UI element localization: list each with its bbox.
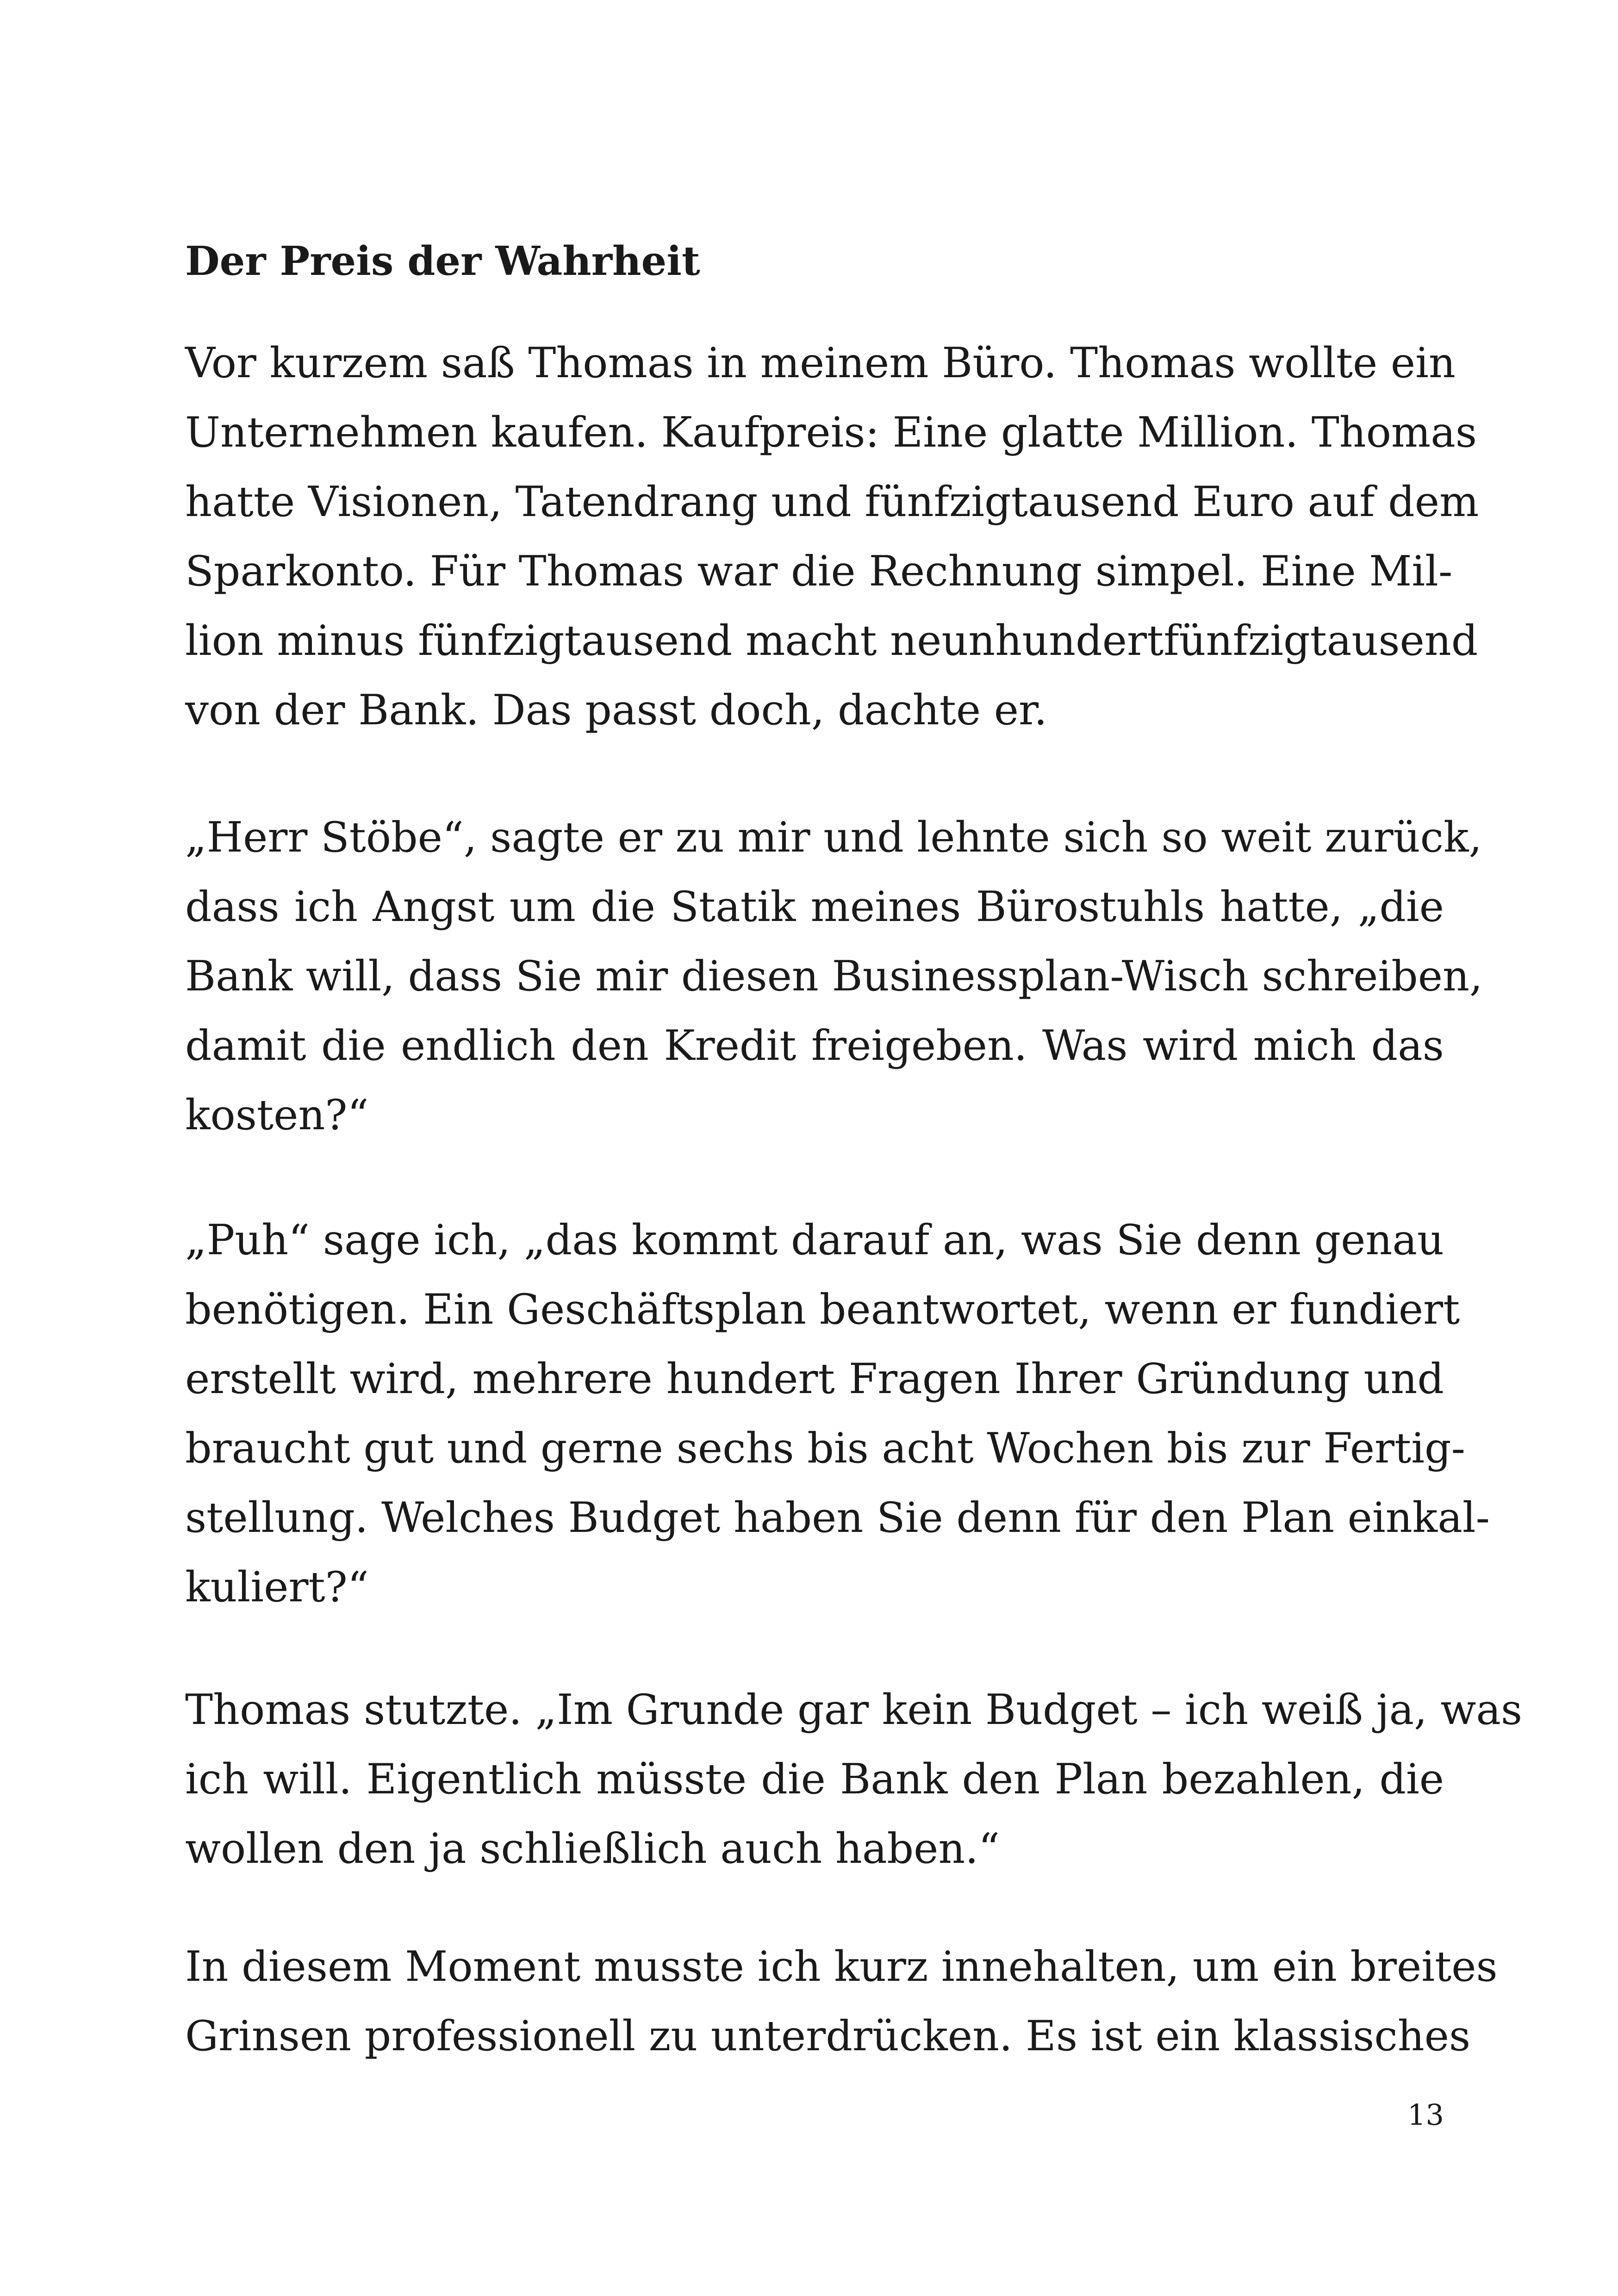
text-line: hatte Visionen, Tatendrang und fünfzigtausend Euro auf dem	[185, 478, 1479, 526]
text-line: Sparkonto. Für Thomas war die Rechnung simpel. Eine Mil-	[185, 547, 1453, 596]
text-line: Thomas stutzte. „Im Grunde gar kein Budget – ich weiß ja, was	[185, 1686, 1523, 1734]
text-line: stellung. Welches Budget haben Sie denn für den Plan einkal-	[185, 1493, 1490, 1542]
text-line: von der Bank. Das passt doch, dachte er.	[185, 686, 1047, 734]
paragraph-4	[185, 1675, 1523, 1884]
text-line: „Herr Stöbe“, sagte er zu mir und lehnte sich so weit zurück,	[185, 813, 1482, 862]
paragraph-3	[185, 1206, 1490, 1622]
text-line: ich will. Eigentlich müsste die Bank den Plan bezahlen, die	[185, 1755, 1444, 1804]
text-line: kuliert?“	[185, 1563, 369, 1612]
text-line: damit die endlich den Kredit freigeben. Was wird mich das	[185, 1021, 1444, 1070]
text-line: dass ich Angst um die Statik meines Bürostuhls hatte, „die	[185, 883, 1444, 931]
text-line: In diesem Moment musste ich kurz innehalten, um ein breites	[185, 1942, 1498, 1991]
paragraph-5	[185, 1932, 1498, 2071]
text-line: kosten?“	[185, 1091, 369, 1139]
text-line: braucht gut und gerne sechs bis acht Wochen bis zur Fertig-	[185, 1424, 1466, 1473]
text-line: lion minus fünfzigtausend macht neunhundertfünfzigtausend	[185, 616, 1478, 665]
text-line: „Puh“ sage ich, „das kommt darauf an, was Sie denn genau	[185, 1216, 1444, 1264]
text-line: erstellt wird, mehrere hundert Fragen Ihrer Gründung und	[185, 1355, 1444, 1403]
paragraph-2	[185, 803, 1483, 1150]
text-line: Bank will, dass Sie mir diesen Businessplan-Wisch schreiben,	[185, 952, 1483, 1001]
page-number: 13	[1407, 2098, 1444, 2132]
text-line: benötigen. Ein Geschäftsplan beantwortet, wenn er fundiert	[185, 1285, 1460, 1334]
paragraph-1	[185, 329, 1479, 745]
text-line: Grinsen professionell zu unterdrücken. Es ist ein klassisches	[185, 2012, 1471, 2060]
text-line: wollen den ja schließlich auch haben.“	[185, 1824, 1000, 1873]
section-heading: Der Preis der Wahrheit	[185, 238, 700, 285]
text-line: Vor kurzem saß Thomas in meinem Büro. Thomas wollte ein	[185, 339, 1456, 387]
text-line: Unternehmen kaufen. Kaufpreis: Eine glatte Million. Thomas	[185, 408, 1477, 457]
